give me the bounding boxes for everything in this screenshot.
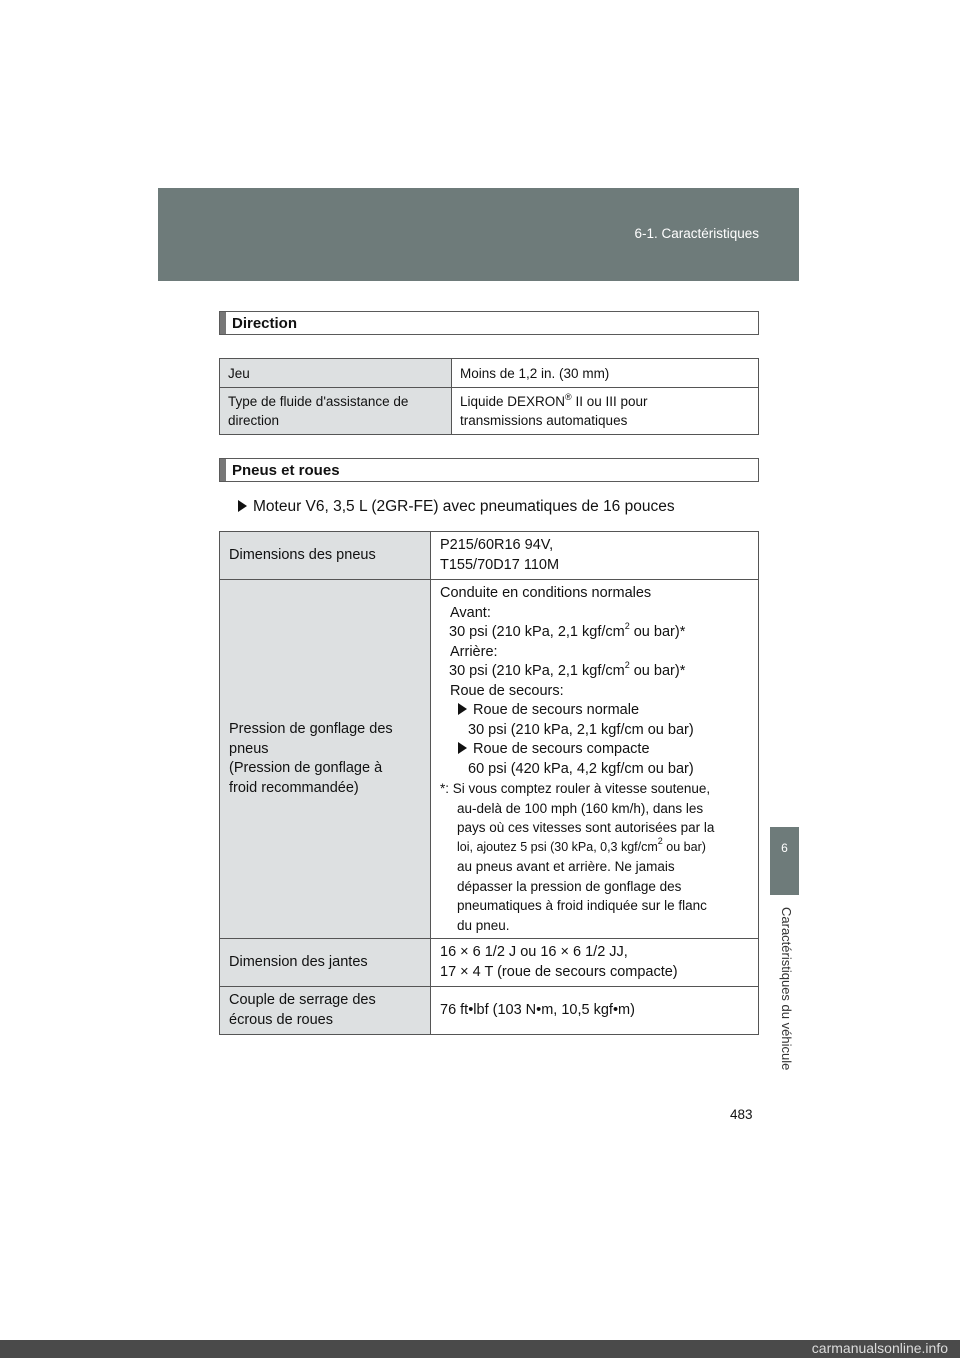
bullet-arrow-icon: [458, 742, 467, 754]
section-title: 6-1. Caractéristiques: [634, 226, 759, 241]
normal-conditions: Conduite en conditions normales: [440, 585, 652, 601]
spare-normal-value: 30 psi (210 kPa, 2,1 kgf/cm ou bar): [468, 721, 694, 738]
pressure-label-line: Pression de gonflage des: [229, 721, 393, 737]
fluid-type-label: [220, 388, 452, 435]
torque-value: 76 ft•lbf (103 N•m, 10,5 kgf•m): [431, 987, 759, 1035]
table-row: [220, 580, 759, 939]
fluid-type-label-line: Type de fluide d'assistance de: [228, 394, 409, 409]
rim-size-line: 17 × 4 T (roue de secours compacte): [440, 963, 678, 980]
rear-value-text: 30 psi (210 kPa, 2,1 kgf/cm: [449, 663, 625, 679]
tire-size-line: T155/70D17 110M: [440, 556, 560, 573]
watermark: carmanualsonline.info: [811, 1340, 948, 1356]
spare-normal: [440, 701, 749, 721]
direction-heading: [219, 311, 759, 335]
table-row: [220, 987, 759, 1035]
page-number: 483: [730, 1107, 753, 1122]
spare-compact-value: 60 psi (420 kPa, 4,2 kgf/cm ou bar): [468, 760, 694, 777]
rim-size-value: [431, 939, 759, 987]
fluid-type-value-line: transmissions automatiques: [460, 413, 628, 428]
tires-heading-title: Pneus et roues: [232, 462, 340, 479]
torque-label-line: Couple de serrage des: [229, 992, 376, 1008]
table-row: [220, 532, 759, 580]
footnote-line: pneumatiques à froid indiquée sur le flanc: [457, 898, 707, 913]
rim-size-line: 16 × 6 1/2 J ou 16 × 6 1/2 JJ,: [440, 944, 628, 960]
footnote-text: loi, ajoutez 5 psi (30 kPa, 0,3 kgf/cm: [457, 839, 658, 854]
footnote-line: dépasser la pression de gonflage des: [457, 878, 682, 894]
chapter-number: 6: [781, 841, 788, 855]
front-label: Avant:: [450, 604, 491, 621]
tire-size-label: Dimensions des pneus: [220, 532, 431, 580]
steering-table: [219, 358, 759, 435]
front-value: [440, 623, 749, 643]
bullet-arrow-icon: [458, 703, 467, 715]
footer-bar: [0, 1340, 960, 1358]
pressure-label-line: (Pression de gonflage à: [229, 760, 383, 776]
fluid-type-value: [452, 388, 759, 435]
bullet-arrow-icon: [238, 500, 247, 512]
tire-size-value: [431, 532, 759, 580]
rear-value-unit: ou bar)*: [629, 663, 686, 679]
spare-compact-label: Roue de secours compacte: [473, 741, 650, 757]
fluid-grade: II ou III pour: [571, 394, 648, 409]
footnote-line: du pneu.: [457, 917, 510, 933]
table-row: [220, 388, 759, 435]
pressure-label-line: froid recommandée): [229, 779, 359, 796]
engine-bullet: [238, 498, 675, 516]
torque-label: [220, 987, 431, 1035]
engine-bullet-text: Moteur V6, 3,5 L (2GR-FE) avec pneumatiques de 16 pouces: [253, 498, 675, 515]
spare-normal-label: Roue de secours normale: [473, 702, 640, 718]
tire-size-line: P215/60R16 94V,: [440, 537, 554, 553]
footnote-line: pays où ces vitesses sont autorisées par la: [457, 820, 715, 835]
superscript: 2: [624, 621, 630, 632]
footnote-line: au-delà de 100 mph (160 km/h), dans les: [457, 800, 704, 816]
page-header: [158, 188, 799, 281]
chapter-label: Caractéristiques du véhicule: [779, 907, 794, 1071]
spare-compact: [440, 740, 749, 760]
torque-label-line: écrous de roues: [229, 1011, 333, 1028]
rear-value: [440, 662, 749, 682]
heading-accent: [220, 459, 226, 481]
footnote-unit: ou bar): [662, 839, 706, 854]
spare-label: Roue de secours:: [450, 682, 564, 699]
heading-accent: [220, 312, 226, 334]
rear-label: Arrière:: [450, 643, 498, 660]
table-row: [220, 359, 759, 388]
rim-size-label: Dimension des jantes: [220, 939, 431, 987]
registered-mark: ®: [565, 391, 572, 402]
pressure-label: [220, 580, 431, 939]
fluid-type-value-line: [460, 392, 750, 411]
front-value-unit: ou bar)*: [629, 624, 686, 640]
superscript: 2: [624, 660, 630, 671]
footnote-line: au pneus avant et arrière. Ne jamais: [457, 859, 675, 874]
chapter-tab: [770, 827, 799, 895]
superscript: 2: [657, 836, 663, 847]
play-value: Moins de 1,2 in. (30 mm): [452, 359, 759, 388]
pressure-label-line: pneus: [229, 740, 269, 757]
fluid-name: Liquide DEXRON: [460, 394, 566, 409]
tires-table: [219, 531, 759, 1035]
footnote-line: [440, 838, 749, 858]
pressure-value: [431, 580, 759, 939]
direction-heading-title: Direction: [232, 315, 298, 332]
footnote-line: *: Si vous comptez rouler à vitesse soutenue,: [440, 781, 711, 796]
play-label: Jeu: [220, 359, 452, 388]
front-value-text: 30 psi (210 kPa, 2,1 kgf/cm: [449, 624, 625, 640]
tires-heading: [219, 458, 759, 482]
fluid-type-label-line: direction: [228, 413, 280, 428]
table-row: [220, 939, 759, 987]
